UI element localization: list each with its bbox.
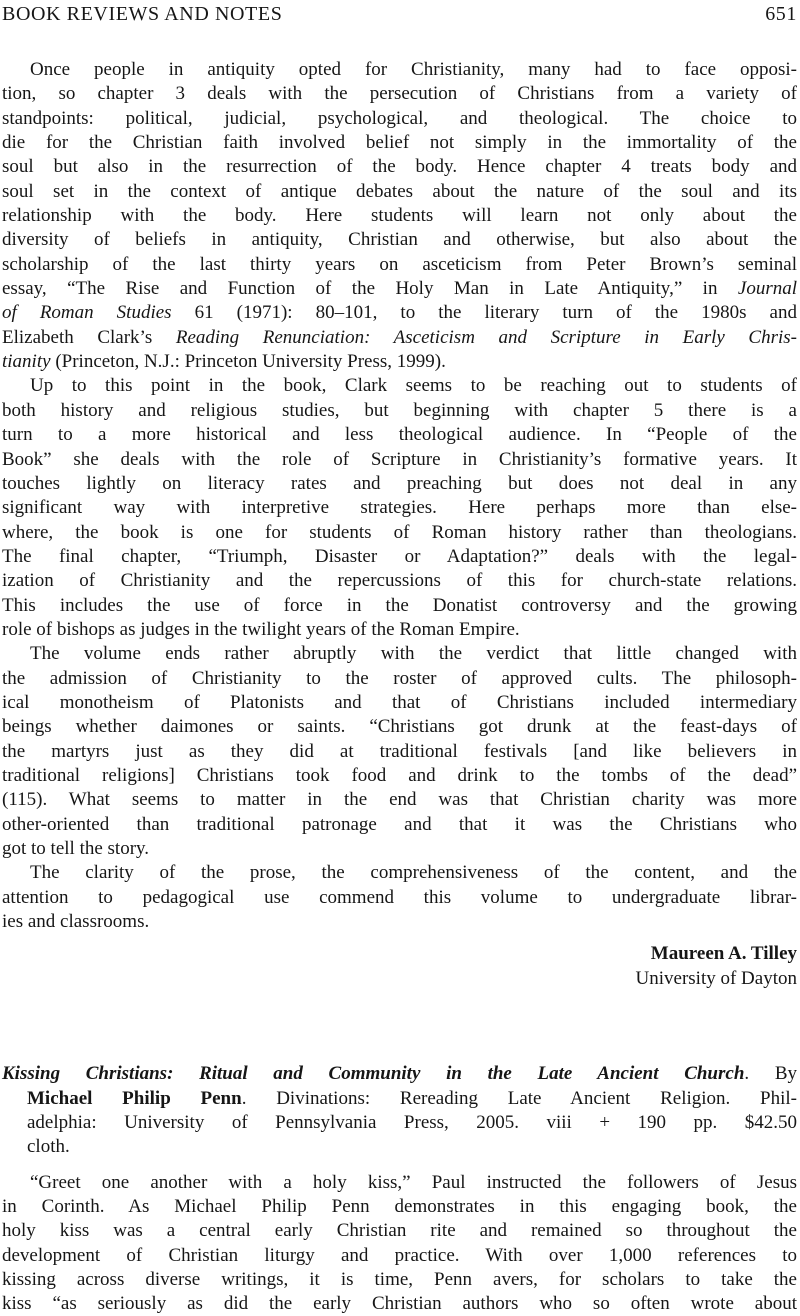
text-segment: diversity of beliefs in antiquity, Christian and otherwise, but also about the: [2, 229, 797, 251]
text-segment: Once people in antiquity opted for Christianity, many had to face opposi-: [30, 59, 797, 80]
text-segment: (115). What seems to matter in the end was that Christian charity was more: [2, 789, 797, 811]
text-segment: kissing across diverse writings, it is time, Penn avers, for scholars to take the: [2, 1269, 797, 1291]
text-line: [2, 155, 797, 179]
reviewer-signature: [2, 942, 797, 991]
text-segment: Book” she deals with the role of Scripture in Christianity’s formative years. It: [2, 448, 797, 470]
paragraph: [2, 58, 797, 374]
text-line: [2, 423, 797, 447]
text-line: [2, 107, 797, 131]
text-segment: tion, so chapter 3 deals with the persecution of Christians from a variety of: [2, 83, 797, 105]
text-line: [27, 1087, 797, 1111]
paragraph: [2, 1171, 797, 1316]
text-segment: holy kiss was a central early Christian rite and remained so throughout the: [2, 1220, 797, 1242]
text-segment: This includes the use of force in the Donatist controversy and the growing: [2, 594, 797, 616]
text-segment: where, the book is one for students of Roman history rather than theologians.: [2, 521, 797, 543]
text-line: [2, 131, 797, 155]
text-line: [2, 1244, 797, 1268]
text-line: [27, 1111, 797, 1135]
text-line: [2, 326, 797, 350]
text-segment: ical monotheism of Platonists and that of Christians included intermediary: [2, 691, 797, 713]
paragraph: [2, 1062, 797, 1159]
text-line: [2, 1062, 797, 1086]
text-line: [2, 521, 797, 545]
text-segment: . Divinations: Rereading Late Ancient Religion. Phil-: [241, 1087, 797, 1109]
text-segment: the martyrs just as they did at traditional festivals [and like believers in: [2, 740, 797, 762]
text-line: [2, 618, 797, 642]
text-line: [2, 204, 797, 228]
text-line: [2, 1292, 797, 1316]
text-line: [2, 180, 797, 204]
text-segment: tianity: [2, 351, 51, 373]
text-line: [2, 813, 797, 837]
text-segment: in Corinth. As Michael Philip Penn demonstrates in this engaging book, the: [2, 1196, 797, 1218]
page-number: 651: [765, 3, 797, 25]
text-segment: The final chapter, “Triumph, Disaster or Adaptation?” deals with the legal-: [2, 545, 797, 567]
text-segment: Up to this point in the book, Clark seems to be reaching out to students of: [30, 375, 797, 397]
text-line: [2, 399, 797, 423]
review-clark-body: [2, 58, 797, 934]
text-line: [2, 448, 797, 472]
text-line: [2, 910, 797, 934]
text-segment: die for the Christian faith involved belief not simply in the immortality of the: [2, 132, 797, 154]
text-line: [27, 1135, 797, 1159]
text-segment: turn to a more historical and less theological audience. In “People of the: [2, 424, 797, 446]
text-line: [2, 1219, 797, 1243]
text-segment: got to tell the story.: [2, 838, 150, 859]
text-segment: adelphia: University of Pennsylvania Press, 2005. viii + 190 pp. $42.50: [27, 1112, 797, 1134]
text-segment: of Roman Studies: [2, 302, 172, 324]
text-line: [2, 569, 797, 593]
text-line: [2, 1171, 797, 1195]
text-segment: the admission of Christianity to the roster of approved cults. The philosoph-: [2, 667, 797, 689]
text-line: [2, 496, 797, 520]
text-segment: ization of Christianity and the repercussions of this for church-state relations.: [2, 570, 797, 592]
text-line: [2, 886, 797, 910]
text-line: [2, 594, 797, 618]
text-line: [2, 1195, 797, 1219]
text-line: [2, 667, 797, 691]
reviewer-name: Maureen A. Tilley: [650, 943, 797, 965]
text-segment: “Greet one another with a holy kiss,” Paul instructed the followers of Jesus: [30, 1171, 797, 1193]
text-line: [2, 545, 797, 569]
text-line: [2, 642, 797, 666]
text-segment: Reading Renunciation: Asceticism and Scripture in Early Chris-: [175, 326, 797, 348]
text-segment: soul but also in the resurrection of the body. Hence chapter 4 treats body and: [2, 156, 797, 178]
text-segment: touches lightly on literacy rates and preaching but does not deal in any: [2, 472, 797, 494]
text-segment: attention to pedagogical use commend this volume to undergraduate librar-: [2, 886, 797, 908]
text-segment: Michael Philip Penn: [27, 1087, 242, 1109]
text-line: [2, 691, 797, 715]
text-segment: Journal: [737, 278, 797, 300]
text-line: [2, 472, 797, 496]
text-line: [2, 764, 797, 788]
text-segment: essay, “The Rise and Function of the Holy Man in Late Antiquity,” in: [2, 278, 738, 300]
text-segment: Elizabeth Clark’s: [2, 326, 176, 348]
text-segment: ies and classrooms.: [2, 911, 150, 933]
text-line: [2, 1268, 797, 1292]
text-segment: other-oriented than traditional patronage and that it was the Christians who: [2, 813, 797, 835]
text-line: [2, 837, 797, 861]
paragraph: [2, 861, 797, 934]
text-line: [2, 228, 797, 252]
text-segment: scholarship of the last thirty years on asceticism from Peter Brown’s seminal: [2, 253, 797, 275]
text-segment: significant way with interpretive strategies. Here perhaps more than else-: [2, 497, 797, 519]
text-segment: soul set in the context of antique debates about the nature of the soul and its: [2, 180, 797, 202]
text-line: [2, 58, 797, 82]
text-segment: relationship with the body. Here students will learn not only about the: [2, 205, 797, 227]
text-line: [2, 277, 797, 301]
text-line: [2, 861, 797, 885]
text-segment: traditional religions] Christians took food and drink to the tombs of the dead”: [2, 764, 797, 786]
text-segment: cloth.: [27, 1136, 70, 1158]
review-penn-heading: [2, 1062, 797, 1159]
text-line: [2, 82, 797, 106]
running-head: [2, 2, 797, 26]
text-segment: The clarity of the prose, the comprehensiveness of the content, and the: [30, 862, 797, 884]
text-segment: kiss “as seriously as did the early Christian authors who so often wrote about: [2, 1293, 797, 1315]
text-segment: standpoints: political, judicial, psychological, and theological. The choice to: [2, 107, 797, 129]
reviewer-affiliation: University of Dayton: [635, 967, 797, 989]
review-penn-body: [2, 1171, 797, 1316]
text-segment: role of bishops as judges in the twilight years of the Roman Empire.: [2, 618, 520, 640]
text-line: [2, 301, 797, 325]
text-segment: Kissing Christians: Ritual and Community in the Late Ancient Church: [2, 1063, 745, 1085]
running-head-title: BOOK REVIEWS AND NOTES: [2, 3, 283, 25]
paragraph: [2, 374, 797, 642]
text-segment: . By: [744, 1063, 797, 1085]
text-line: [2, 350, 797, 374]
text-line: [2, 715, 797, 739]
text-segment: (Princeton, N.J.: Princeton University Press, 1999).: [50, 351, 446, 373]
text-line: [2, 374, 797, 398]
text-line: [2, 788, 797, 812]
text-segment: both history and religious studies, but beginning with chapter 5 there is a: [2, 399, 797, 421]
text-segment: 61 (1971): 80–101, to the literary turn of the 1980s and: [171, 302, 797, 324]
text-segment: The volume ends rather abruptly with the verdict that little changed with: [30, 643, 797, 665]
text-line: [2, 740, 797, 764]
paragraph: [2, 642, 797, 861]
text-segment: beings whether daimones or saints. “Christians got drunk at the feast-days of: [2, 716, 797, 738]
text-line: [2, 253, 797, 277]
text-segment: development of Christian liturgy and practice. With over 1,000 references to: [2, 1244, 797, 1266]
